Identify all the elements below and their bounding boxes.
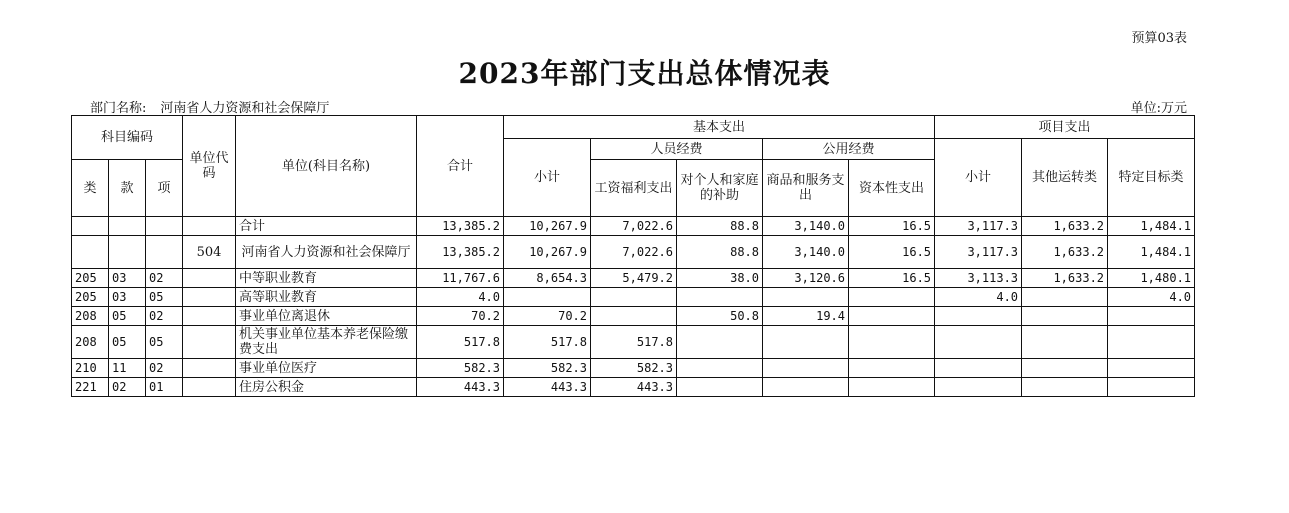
cell-other-ops [1022, 378, 1108, 397]
cell-unit-code [183, 288, 236, 307]
header-capital: 资本性支出 [849, 160, 935, 217]
cell-lei: 205 [72, 269, 109, 288]
cell-total: 517.8 [417, 326, 504, 359]
cell-name: 合计 [236, 217, 417, 236]
cell-total: 443.3 [417, 378, 504, 397]
cell-project-subtotal: 3,117.3 [935, 236, 1022, 269]
cell-unit-code: 504 [183, 236, 236, 269]
header-subject-code: 科目编码 [72, 116, 183, 160]
cell-goods [763, 288, 849, 307]
header-unit-code: 单位代码 [183, 116, 236, 217]
header-basic-expenditure: 基本支出 [504, 116, 935, 139]
cell-other-ops: 1,633.2 [1022, 236, 1108, 269]
cell-kuan: 02 [109, 378, 146, 397]
cell-goods: 3,140.0 [763, 217, 849, 236]
cell-salary [591, 288, 677, 307]
cell-kuan [109, 236, 146, 269]
cell-kuan: 03 [109, 269, 146, 288]
cell-lei: 210 [72, 359, 109, 378]
cell-unit-code [183, 269, 236, 288]
department-name: 河南省人力资源和社会保障厅 [160, 101, 330, 116]
header-subsidy: 对个人和家庭的补助 [677, 160, 763, 217]
table-row [72, 288, 1195, 307]
cell-unit-code [183, 326, 236, 359]
cell-salary: 582.3 [591, 359, 677, 378]
table-row [72, 359, 1195, 378]
cell-name: 事业单位离退休 [236, 307, 417, 326]
table-row [72, 217, 1195, 236]
cell-basic-subtotal: 443.3 [504, 378, 591, 397]
cell-other-ops [1022, 307, 1108, 326]
cell-capital [849, 288, 935, 307]
cell-capital [849, 359, 935, 378]
cell-special [1108, 378, 1195, 397]
header-special: 特定目标类 [1108, 139, 1195, 217]
table-row [72, 307, 1195, 326]
cell-special [1108, 326, 1195, 359]
form-code: 预算03表 [1131, 31, 1187, 46]
cell-unit-code [183, 359, 236, 378]
cell-lei: 221 [72, 378, 109, 397]
cell-capital [849, 378, 935, 397]
cell-name: 住房公积金 [236, 378, 417, 397]
cell-basic-subtotal [504, 288, 591, 307]
cell-salary: 5,479.2 [591, 269, 677, 288]
header-unit-name: 单位(科目名称) [236, 116, 417, 217]
header-total: 合计 [417, 116, 504, 217]
cell-capital: 16.5 [849, 217, 935, 236]
cell-lei: 205 [72, 288, 109, 307]
cell-subsidy [677, 359, 763, 378]
cell-xiang: 05 [146, 326, 183, 359]
cell-project-subtotal: 4.0 [935, 288, 1022, 307]
cell-project-subtotal: 3,113.3 [935, 269, 1022, 288]
cell-kuan [109, 217, 146, 236]
cell-basic-subtotal: 10,267.9 [504, 236, 591, 269]
cell-goods: 3,120.6 [763, 269, 849, 288]
cell-unit-code [183, 378, 236, 397]
page-title: 2023年部门支出总体情况表 [458, 57, 831, 90]
header-basic-subtotal: 小计 [504, 139, 591, 217]
cell-subsidy: 50.8 [677, 307, 763, 326]
header-project-subtotal: 小计 [935, 139, 1022, 217]
cell-salary: 517.8 [591, 326, 677, 359]
cell-goods [763, 359, 849, 378]
cell-goods [763, 326, 849, 359]
cell-xiang [146, 217, 183, 236]
cell-subsidy: 88.8 [677, 217, 763, 236]
cell-goods [763, 378, 849, 397]
cell-special: 4.0 [1108, 288, 1195, 307]
cell-project-subtotal [935, 359, 1022, 378]
cell-project-subtotal [935, 326, 1022, 359]
cell-subsidy [677, 378, 763, 397]
cell-total: 4.0 [417, 288, 504, 307]
cell-subsidy: 38.0 [677, 269, 763, 288]
cell-salary: 443.3 [591, 378, 677, 397]
cell-xiang: 02 [146, 359, 183, 378]
table-row [72, 326, 1195, 359]
cell-basic-subtotal: 8,654.3 [504, 269, 591, 288]
cell-special [1108, 359, 1195, 378]
cell-name: 高等职业教育 [236, 288, 417, 307]
cell-total: 11,767.6 [417, 269, 504, 288]
cell-goods: 19.4 [763, 307, 849, 326]
cell-basic-subtotal: 10,267.9 [504, 217, 591, 236]
cell-other-ops: 1,633.2 [1022, 269, 1108, 288]
cell-total: 13,385.2 [417, 236, 504, 269]
header-project-expenditure: 项目支出 [935, 116, 1195, 139]
header-xiang: 项 [146, 160, 183, 217]
cell-basic-subtotal: 582.3 [504, 359, 591, 378]
cell-name: 中等职业教育 [236, 269, 417, 288]
header-public: 公用经费 [763, 139, 935, 160]
cell-name: 河南省人力资源和社会保障厅 [236, 236, 417, 269]
cell-special [1108, 307, 1195, 326]
cell-unit-code [183, 307, 236, 326]
cell-total: 582.3 [417, 359, 504, 378]
cell-subsidy: 88.8 [677, 236, 763, 269]
header-salary: 工资福利支出 [591, 160, 677, 217]
table-row [72, 236, 1195, 269]
cell-capital: 16.5 [849, 269, 935, 288]
cell-kuan: 11 [109, 359, 146, 378]
header-lei: 类 [72, 160, 109, 217]
cell-other-ops [1022, 326, 1108, 359]
cell-special: 1,480.1 [1108, 269, 1195, 288]
cell-capital [849, 307, 935, 326]
cell-capital: 16.5 [849, 236, 935, 269]
department-line [90, 97, 329, 116]
cell-special: 1,484.1 [1108, 217, 1195, 236]
cell-kuan: 03 [109, 288, 146, 307]
cell-lei [72, 236, 109, 269]
department-label: 部门名称: [90, 101, 147, 116]
expenditure-table [71, 115, 1195, 397]
unit-label: 单位:万元 [1130, 101, 1187, 116]
table-row [72, 378, 1195, 397]
cell-subsidy [677, 288, 763, 307]
cell-total: 13,385.2 [417, 217, 504, 236]
cell-salary: 7,022.6 [591, 217, 677, 236]
cell-subsidy [677, 326, 763, 359]
cell-capital [849, 326, 935, 359]
cell-other-ops: 1,633.2 [1022, 217, 1108, 236]
header-kuan: 款 [109, 160, 146, 217]
cell-other-ops [1022, 288, 1108, 307]
cell-salary [591, 307, 677, 326]
cell-xiang: 05 [146, 288, 183, 307]
cell-basic-subtotal: 70.2 [504, 307, 591, 326]
cell-xiang [146, 236, 183, 269]
cell-kuan: 05 [109, 307, 146, 326]
cell-goods: 3,140.0 [763, 236, 849, 269]
cell-xiang: 02 [146, 269, 183, 288]
table-row [72, 269, 1195, 288]
cell-unit-code [183, 217, 236, 236]
cell-special: 1,484.1 [1108, 236, 1195, 269]
cell-project-subtotal [935, 378, 1022, 397]
cell-project-subtotal: 3,117.3 [935, 217, 1022, 236]
header-personnel: 人员经费 [591, 139, 763, 160]
cell-total: 70.2 [417, 307, 504, 326]
cell-other-ops [1022, 359, 1108, 378]
cell-salary: 7,022.6 [591, 236, 677, 269]
cell-lei [72, 217, 109, 236]
cell-lei: 208 [72, 307, 109, 326]
cell-basic-subtotal: 517.8 [504, 326, 591, 359]
cell-lei: 208 [72, 326, 109, 359]
cell-xiang: 02 [146, 307, 183, 326]
cell-project-subtotal [935, 307, 1022, 326]
header-goods: 商品和服务支出 [763, 160, 849, 217]
cell-name: 机关事业单位基本养老保险缴费支出 [236, 326, 417, 359]
cell-name: 事业单位医疗 [236, 359, 417, 378]
cell-xiang: 01 [146, 378, 183, 397]
header-other-ops: 其他运转类 [1022, 139, 1108, 217]
cell-kuan: 05 [109, 326, 146, 359]
